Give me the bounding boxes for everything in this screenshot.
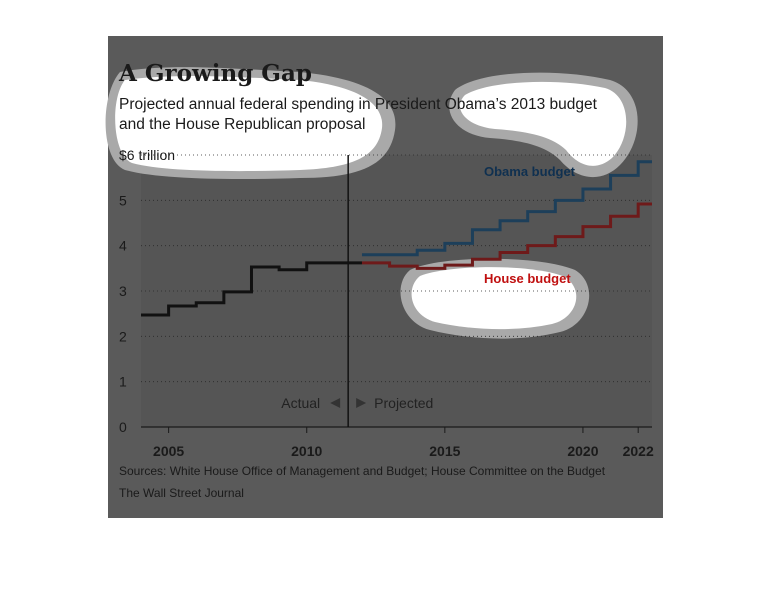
x-tick-label: 2005 — [153, 443, 185, 459]
obama-budget-label: Obama budget — [484, 164, 576, 179]
chart-subtitle-line1: Projected annual federal spending in President Obama’s 2013 budget — [119, 96, 597, 113]
y-tick-label: 4 — [119, 237, 127, 254]
chart-subtitle-line2: and the House Republican proposal — [119, 116, 366, 133]
source-note: Sources: White House Office of Management and Budget; House Committee on the Budget — [119, 464, 606, 478]
chart-title: A Growing Gap — [119, 60, 312, 87]
y-tick-label: $6 trillion — [119, 147, 176, 163]
x-tick-label: 2015 — [429, 443, 461, 459]
house-budget-label: House budget — [484, 271, 571, 286]
credit: The Wall Street Journal — [119, 486, 244, 500]
actual-label: Actual — [281, 395, 321, 411]
y-tick-label: 3 — [119, 283, 127, 299]
y-tick-label: 0 — [119, 419, 127, 435]
y-tick-label: 5 — [119, 192, 127, 209]
x-tick-label: 2020 — [567, 443, 599, 459]
x-tick-label: 2010 — [291, 443, 323, 459]
projected-label: Projected — [374, 395, 434, 411]
y-tick-label: 1 — [119, 373, 127, 390]
x-tick-label: 2022 — [622, 443, 654, 459]
y-tick-label: 2 — [119, 328, 127, 345]
